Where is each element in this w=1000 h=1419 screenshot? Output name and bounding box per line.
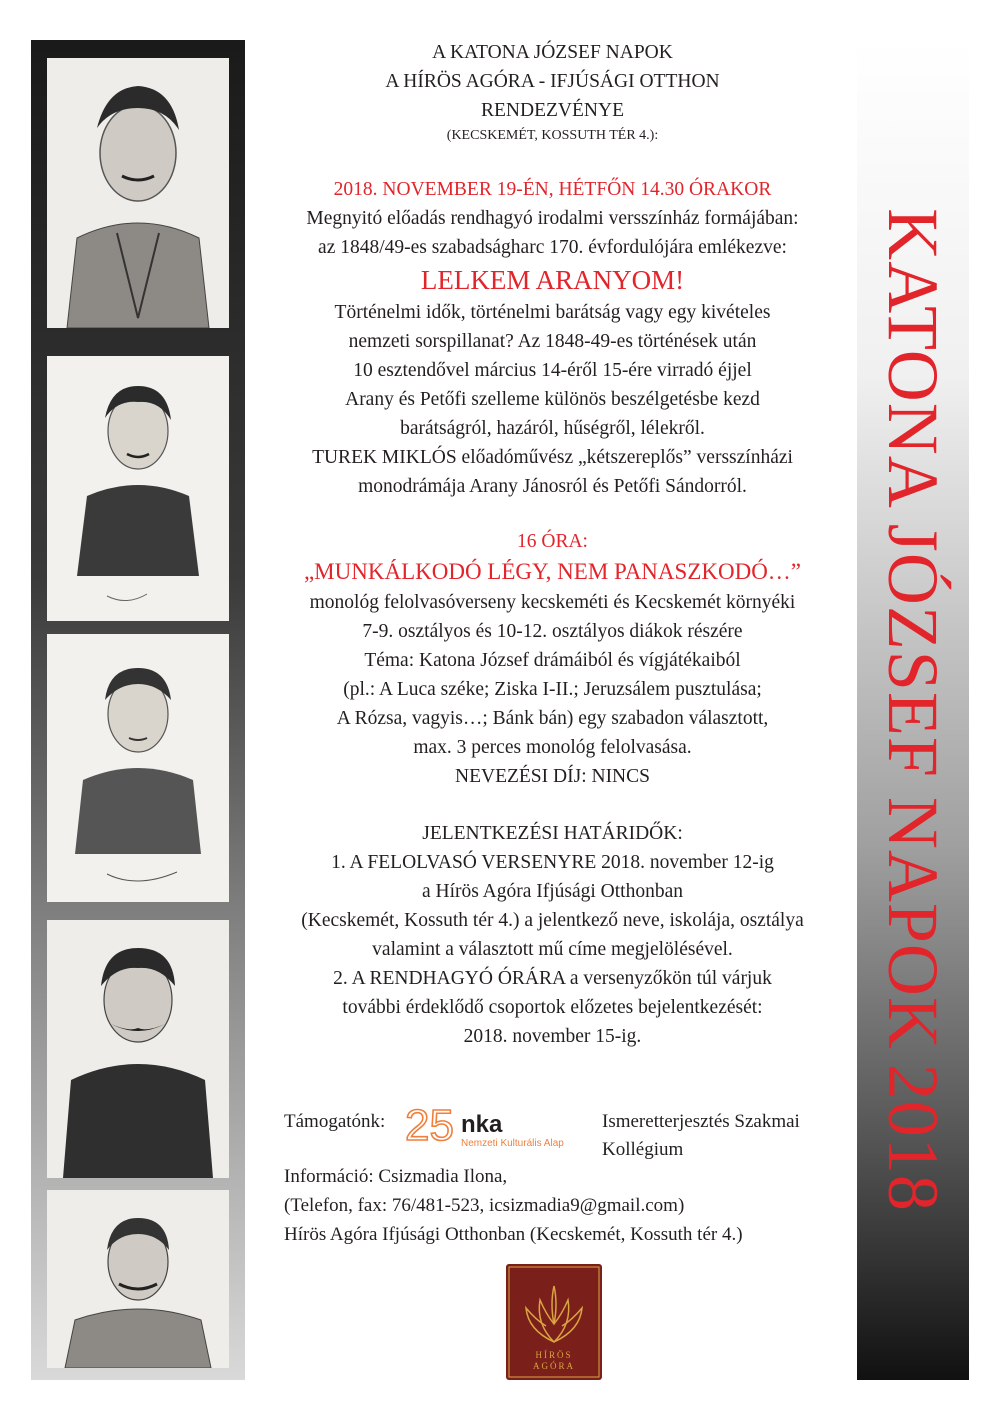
event1-title: LELKEM ARANYOM! — [420, 265, 685, 295]
deadlines-heading: JELENTKEZÉSI HATÁRIDŐK: — [422, 823, 683, 844]
sponsor-college-line-2: Kollégium — [602, 1139, 684, 1160]
banner-year: 2018 — [873, 1063, 953, 1212]
event1-desc-line: Arany és Petőfi szelleme különös beszélgetésbe kezd — [345, 389, 760, 410]
banner-title-text: KATONA JÓZSEF NAPOK — [873, 208, 953, 1050]
event1-desc-line: nemzeti sorspillanat? Az 1848-49-es történések után — [348, 331, 757, 352]
deadlines-line: 1. A FELOLVASÓ VERSENYRE 2018. november 12-ig — [331, 852, 774, 873]
event1-intro-2: az 1848/49-es szabadságharc 170. évfordulójára emlékezve: — [318, 237, 787, 258]
event2-desc-line: (pl.: A Luca széke; Ziska I-II.; Jeruzsálem pusztulása; — [343, 679, 762, 700]
deadlines-line: 2018. november 15-ig. — [463, 1026, 642, 1047]
header-line-1: A KATONA JÓZSEF NAPOK — [432, 42, 673, 63]
deadlines-line: 2. A RENDHAGYÓ ÓRÁRA a versenyzőkön túl várjuk — [333, 968, 772, 989]
deadlines-line: további érdeklődő csoportok előzetes bejelentkezését: — [342, 997, 763, 1018]
event1-desc-line: TUREK MIKLÓS előadóművész „kétszereplős” versszínházi — [312, 447, 793, 468]
nka-logo-letters: nka — [461, 1111, 503, 1138]
hiros-agora-logo — [506, 1264, 602, 1380]
event2-fee: NEVEZÉSI DÍJ: NINCS — [455, 766, 650, 787]
event1-datetime: 2018. NOVEMBER 19-ÉN, HÉTFŐN 14.30 ÓRAKOR — [333, 179, 772, 200]
portrait-image-1 — [47, 58, 229, 328]
deadlines-line: a Hírös Agóra Ifjúsági Otthonban — [421, 881, 684, 902]
nka-logo — [405, 1102, 595, 1152]
portrait-image-5 — [47, 1190, 229, 1368]
sponsor-label: Támogatónk: — [284, 1111, 386, 1132]
banner-title — [873, 208, 953, 1212]
nka-logo-number: 25 — [405, 1102, 454, 1150]
portrait-image-4 — [47, 920, 229, 1178]
info-line-3: Hírös Agóra Ifjúsági Otthonban (Kecskemét, Kossuth tér 4.) — [284, 1224, 743, 1245]
event2-desc-line: 7-9. osztályos és 10-12. osztályos diákok részére — [362, 621, 743, 642]
event1-desc-line: 10 esztendővel március 14-éről 15-ére virradó éjjel — [353, 360, 752, 381]
logo-line-1: HÍRÖS — [535, 1350, 573, 1360]
info-line-2: (Telefon, fax: 76/481-523, icsizmadia9@gmail.com) — [284, 1195, 685, 1216]
event1-desc-line: barátságról, hazáról, hűségről, lélekről. — [400, 418, 705, 439]
event2-desc-line: A Rózsa, vagyis…; Bánk bán) egy szabadon választott, — [336, 708, 769, 729]
title-banner — [857, 40, 969, 1380]
event1-intro-1: Megnyitó előadás rendhagyó irodalmi versszínház formájában: — [306, 208, 799, 229]
portrait-image-2 — [47, 356, 229, 621]
contact-info — [284, 1162, 844, 1249]
header-line-2: A HÍRÖS AGÓRA - IFJÚSÁGI OTTHON — [385, 71, 720, 92]
nka-logo-fullname: Nemzeti Kulturális Alap — [461, 1138, 564, 1149]
sponsor-college — [602, 1108, 852, 1164]
portrait-image-3 — [47, 634, 229, 902]
header-address: (KECSKEMÉT, KOSSUTH TÉR 4.): — [446, 128, 659, 143]
spacer — [255, 791, 850, 819]
sponsor-college-line-1: Ismeretterjesztés Szakmai — [602, 1111, 800, 1132]
event1-desc-line: monodrámája Arany Jánosról és Petőfi Sándorról. — [358, 476, 747, 497]
deadlines-line: (Kecskemét, Kossuth tér 4.) a jelentkező neve, iskolája, osztálya — [301, 910, 804, 931]
deadlines-line: valamint a választott mű címe megjelölésével. — [372, 939, 733, 960]
event2-time: 16 ÓRA: — [517, 531, 588, 552]
header-line-3: RENDEZVÉNYE — [481, 100, 624, 121]
event2-title: „MUNKÁLKODÓ LÉGY, NEM PANASZKODÓ…” — [303, 559, 802, 584]
spacer — [255, 147, 850, 175]
logo-line-2: AGÓRA — [532, 1361, 576, 1371]
info-line-1: Információ: Csizmadia Ilona, — [284, 1166, 508, 1187]
event2-desc-line: Téma: Katona József drámáiból és vígjátékaiból — [364, 650, 741, 671]
event1-desc-line: Történelmi idők, történelmi barátság vagy egy kivételes — [334, 302, 771, 323]
event2-desc-line: max. 3 perces monológ felolvasása. — [413, 737, 692, 758]
event2-desc-line: monológ felolvasóverseny kecskeméti és Kecskemét környéki — [309, 592, 796, 613]
main-content — [255, 38, 850, 1051]
portrait-strip — [31, 40, 245, 1380]
spacer — [255, 501, 850, 527]
